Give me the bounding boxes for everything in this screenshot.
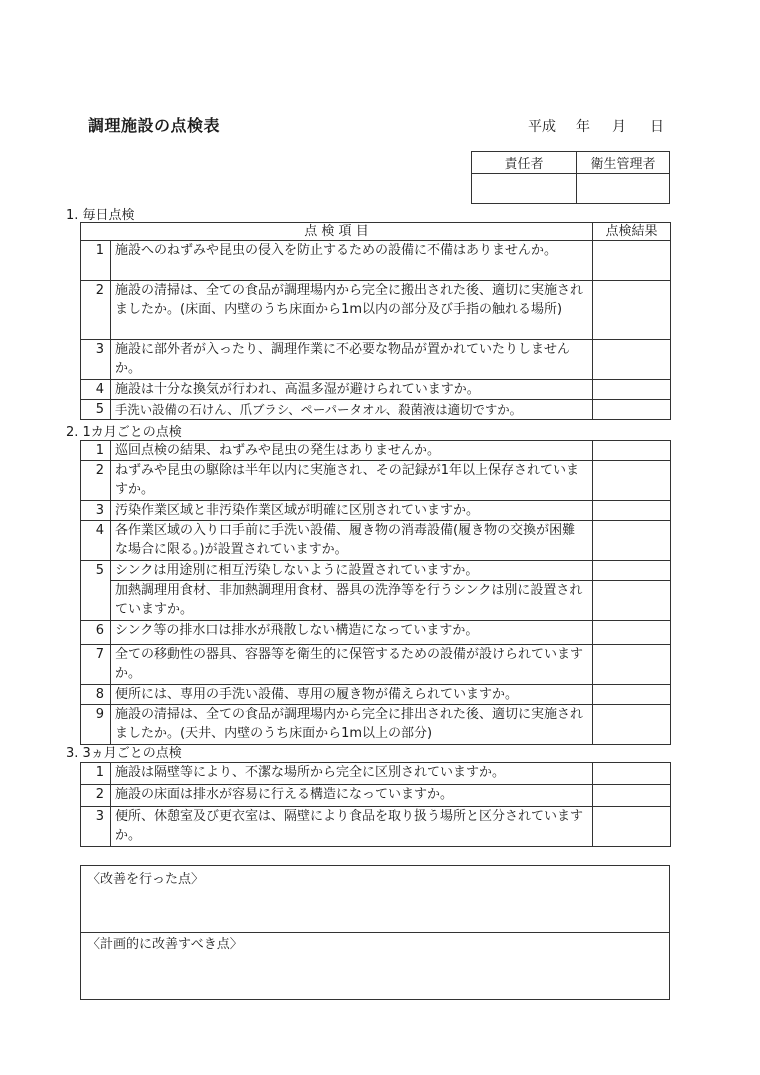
result-cell[interactable]: [593, 241, 671, 281]
table-row: [81, 340, 671, 380]
date-day[interactable]: 日: [650, 119, 664, 135]
table-row: [81, 645, 671, 685]
item-text: ねずみや昆虫の駆除は半年以内に実施され、その記録が1年以上保存されていますか。: [111, 461, 593, 501]
page-title: 調理施設の点検表: [88, 116, 221, 135]
hygiene-manager-seal-cell[interactable]: [577, 174, 670, 204]
table-row: [81, 621, 671, 645]
result-cell[interactable]: [593, 561, 671, 581]
planned-improvements-box[interactable]: [80, 931, 670, 1000]
item-text: 各作業区域の入り口手前に手洗い設備、履き物の消毒設備(履き物の交換が困難な場合に限る。)が設置されていますか。: [111, 521, 593, 561]
result-cell[interactable]: [593, 340, 671, 380]
item-number: 5: [81, 561, 111, 621]
result-cell[interactable]: [593, 763, 671, 785]
table-row: [81, 400, 671, 420]
item-number: 3: [81, 807, 111, 847]
responsible-label: 責任者: [472, 152, 577, 174]
item-text: 全ての移動性の器具、容器等を衛生的に保管するための設備が設けられていますか。: [111, 645, 593, 685]
table-row: [81, 501, 671, 521]
date-era: 平成: [528, 119, 556, 135]
table-row: [81, 561, 671, 581]
table-row: [81, 785, 671, 807]
item-text: 手洗い設備の石けん、爪ブラシ、ペーパータオル、殺菌液は適切ですか。: [111, 400, 593, 420]
item-text: 施設へのねずみや昆虫の侵入を防止するための設備に不備はありませんか。: [111, 241, 593, 281]
item-number: 1: [81, 763, 111, 785]
result-cell[interactable]: [593, 400, 671, 420]
table-row: [81, 705, 671, 745]
section-title: 3. 3ヵ月ごとの点検: [66, 746, 182, 761]
item-number: 2: [81, 461, 111, 501]
table-row: [81, 461, 671, 501]
table-row: [81, 685, 671, 705]
item-number: 9: [81, 705, 111, 745]
result-cell[interactable]: [593, 441, 671, 461]
signature-table: [471, 151, 670, 204]
item-number: 4: [81, 521, 111, 561]
result-cell[interactable]: [593, 521, 671, 561]
result-cell[interactable]: [593, 501, 671, 521]
table-row: [81, 380, 671, 400]
result-cell[interactable]: [593, 581, 671, 621]
result-cell[interactable]: [593, 705, 671, 745]
item-number: 3: [81, 501, 111, 521]
date-month[interactable]: 月: [612, 119, 626, 135]
item-header: 点 検 項 目: [81, 223, 593, 241]
item-number: 2: [81, 281, 111, 340]
item-number: 7: [81, 645, 111, 685]
item-text: 施設は隔壁等により、不潔な場所から完全に区別されていますか。: [111, 763, 593, 785]
item-number: 1: [81, 241, 111, 281]
improvements-done-box[interactable]: [80, 865, 670, 933]
table-row: [81, 241, 671, 281]
table-row: [81, 441, 671, 461]
responsible-seal-cell[interactable]: [472, 174, 577, 204]
planned-improvements-label: 〈計画的に改善すべき点〉: [87, 937, 243, 952]
item-number: 3: [81, 340, 111, 380]
result-cell[interactable]: [593, 807, 671, 847]
table-row: [81, 581, 671, 621]
item-number: 5: [81, 400, 111, 420]
result-cell[interactable]: [593, 621, 671, 645]
date-line: [528, 116, 664, 136]
section-title: 2. 1カ月ごとの点検: [66, 425, 182, 440]
item-number: 2: [81, 785, 111, 807]
item-number: 6: [81, 621, 111, 645]
item-number: 1: [81, 441, 111, 461]
section-title: 1. 毎日点検: [66, 208, 135, 223]
result-cell[interactable]: [593, 645, 671, 685]
item-number: 4: [81, 380, 111, 400]
item-text: 汚染作業区域と非汚染作業区域が明確に区別されていますか。: [111, 501, 593, 521]
table-row: [81, 521, 671, 561]
item-text: 便所には、専用の手洗い設備、専用の履き物が備えられていますか。: [111, 685, 593, 705]
result-cell[interactable]: [593, 785, 671, 807]
monthly-checklist: [80, 440, 671, 745]
item-text: 施設に部外者が入ったり、調理作業に不必要な物品が置かれていたりしませんか。: [111, 340, 593, 380]
item-text: 施設の清掃は、全ての食品が調理場内から完全に搬出された後、適切に実施されましたか。(床面、内壁のうち床面から1m以内の部分及び手指の触れる場所): [111, 281, 593, 340]
item-text: 加熱調理用食材、非加熱調理用食材、器具の洗浄等を行うシンクは別に設置されていますか。: [111, 581, 593, 621]
table-row: [81, 807, 671, 847]
improvements-done-label: 〈改善を行った点〉: [87, 872, 205, 887]
table-row: [81, 281, 671, 340]
result-cell[interactable]: [593, 685, 671, 705]
item-text: 施設の清掃は、全ての食品が調理場内から完全に排出された後、適切に実施されましたか。(天井、内壁のうち床面から1m以上の部分): [111, 705, 593, 745]
result-cell[interactable]: [593, 461, 671, 501]
result-header: 点検結果: [593, 223, 671, 241]
table-row: [81, 763, 671, 785]
daily-checklist: [80, 222, 671, 420]
quarterly-checklist: [80, 762, 671, 847]
item-number: 8: [81, 685, 111, 705]
item-text: 巡回点検の結果、ねずみや昆虫の発生はありませんか。: [111, 441, 593, 461]
result-cell[interactable]: [593, 380, 671, 400]
result-cell[interactable]: [593, 281, 671, 340]
item-text: 施設は十分な換気が行われ、高温多湿が避けられていますか。: [111, 380, 593, 400]
hygiene-manager-label: 衛生管理者: [577, 152, 670, 174]
item-text: シンク等の排水口は排水が飛散しない構造になっていますか。: [111, 621, 593, 645]
item-text: 便所、休憩室及び更衣室は、隔壁により食品を取り扱う場所と区分されていますか。: [111, 807, 593, 847]
item-text: 施設の床面は排水が容易に行える構造になっていますか。: [111, 785, 593, 807]
item-text: シンクは用途別に相互汚染しないように設置されていますか。: [111, 561, 593, 581]
date-year[interactable]: 年: [576, 119, 590, 135]
